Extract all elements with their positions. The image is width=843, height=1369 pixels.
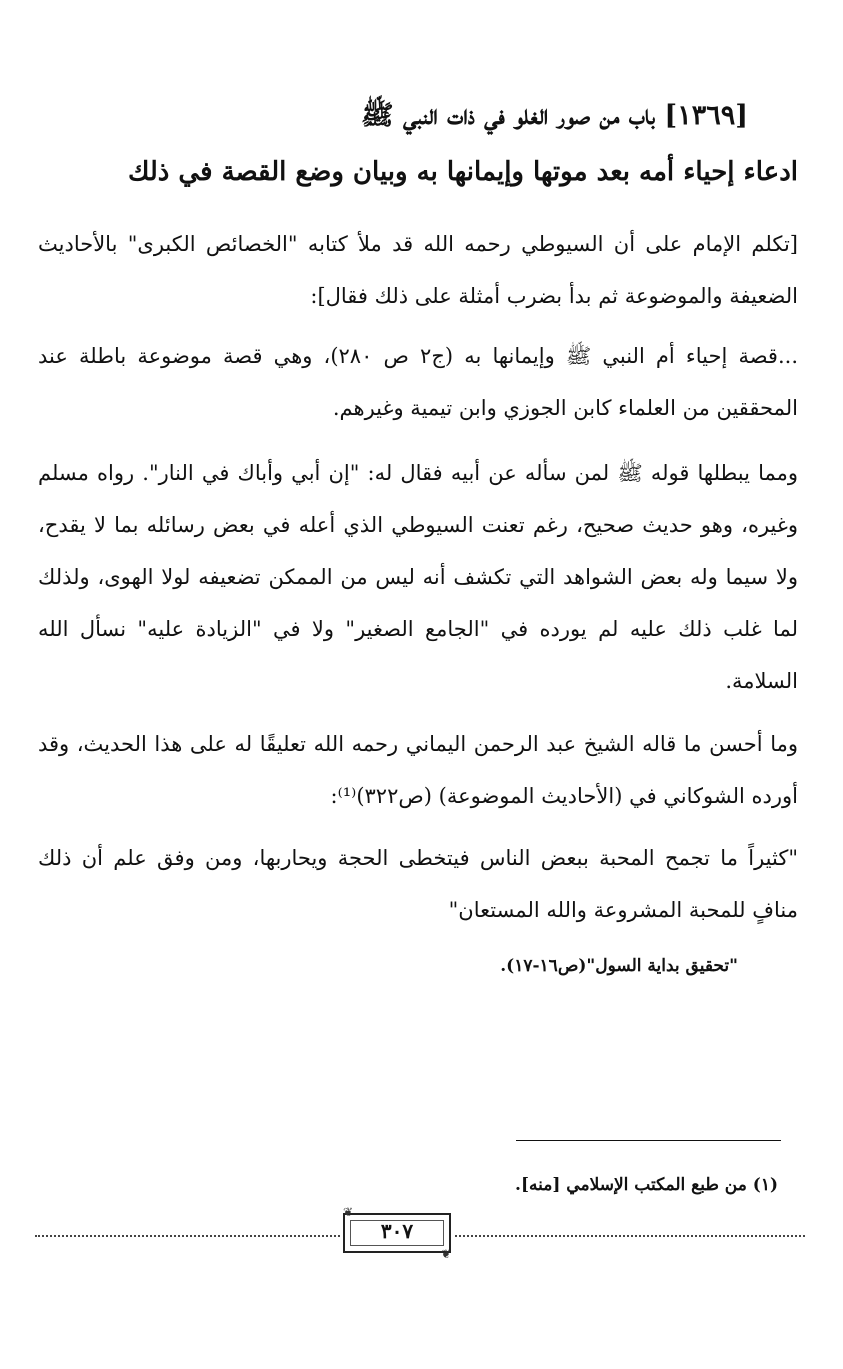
footnote: (١) من طبع المكتب الإسلامي [منه].: [515, 1175, 778, 1195]
footnote-divider: [516, 1140, 781, 1141]
paragraph-quote: "كثيراً ما تجمح المحبة ببعض الناس فيتخطى الحجة ويحاربها، ومن وفق علم أن ذلك منافٍ للمحبة المشروعة والله المستعان": [38, 846, 798, 922]
page-number-frame: [343, 1205, 451, 1261]
paragraph-yamani: وما أحسن ما قاله الشيخ عبد الرحمن اليماني رحمه الله تعليقًا له على هذا الحديث، وقد أورده الشوكاني في (الأحاديث الموضوعة) (ص٣٢٢)⁽¹⁾:: [38, 732, 798, 808]
page-number: ٣٠٧: [380, 1219, 414, 1243]
ornament-icon: ❦: [343, 1205, 354, 1219]
ornament-icon: ❦: [440, 1247, 451, 1261]
paragraph-story: ...قصة إحياء أم النبي ﷺ وإيمانها به (ج٢ ص ٢٨٠)، وهي قصة موضوعة باطلة عند المحققين من العلماء كابن الجوزي وابن تيمية وغيرهم.: [38, 344, 798, 420]
paragraph-intro: [تكلم الإمام على أن السيوطي رحمه الله قد ملأ كتابه "الخصائص الكبرى" بالأحاديث الضعيفة والموضوعة ثم بدأ بضرب أمثلة على ذلك فقال]:: [38, 232, 798, 308]
source-citation: "تحقيق بداية السول"(ص١٦-١٧).: [500, 956, 738, 976]
footer-dotted-line-right: [455, 1235, 805, 1237]
footer-dotted-line-left: [35, 1235, 340, 1237]
paragraph-refutation: ومما يبطلها قوله ﷺ لمن سأله عن أبيه فقال له: "إن أبي وأباك في النار". رواه مسلم وغيره، وهو حديث صحيح، رغم تعنت السيوطي الذي أعله في بعض رسائله بما لا يقدح، ولا سيما وله بعض الشواهد التي تكشف أنه ليس من الممكن تضعيفه لولا الهوى، ولذلك لما غلب ذلك عليه لم يورده في "الجامع الصغير" ولا في "الزيادة عليه" نسأل الله السلامة.: [38, 461, 798, 693]
chapter-subheading: ادعاء إحياء أمه بعد موتها وإيمانها به وبيان وضع القصة في ذلك: [127, 157, 798, 187]
chapter-heading: [١٣٦٩] باب من صور الغلو في ذات النبي ﷺ: [360, 100, 748, 131]
